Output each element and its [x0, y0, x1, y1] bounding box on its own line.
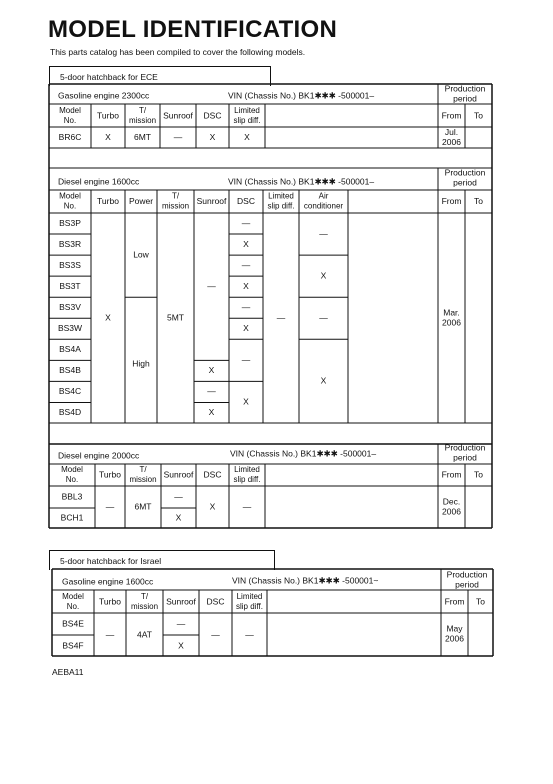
column-header: DSC	[206, 596, 225, 607]
column-header: mission	[161, 201, 190, 211]
cell-text: Low	[133, 249, 149, 260]
column-header: slip diff.	[236, 602, 263, 612]
cell-text: X	[209, 501, 216, 512]
cell-text: High	[132, 358, 150, 369]
cell-text: —	[207, 280, 216, 291]
column-header: slip diff.	[233, 475, 261, 485]
cell-text: X	[320, 270, 327, 281]
model-number: BS4E	[62, 618, 84, 629]
column-header: From	[441, 469, 462, 480]
cell-text: X	[243, 323, 249, 334]
cell-text: —	[241, 259, 251, 270]
cell-text: X	[208, 407, 215, 418]
column-header: Limited	[236, 592, 263, 602]
column-header: Sunroof	[166, 596, 196, 607]
cell-text: X	[243, 238, 249, 249]
model-number: BBL3	[61, 491, 83, 502]
engine-label: Gasoline engine 2300cc	[58, 90, 150, 101]
column-header: No.	[66, 602, 80, 612]
production-header: Production	[444, 442, 486, 453]
cell-text: 5MT	[167, 312, 184, 323]
column-header: Power	[128, 195, 154, 206]
cell-text: X	[320, 375, 327, 386]
cell-text: X	[105, 312, 111, 323]
cell-text: —	[211, 629, 220, 640]
model-number: BS3P	[59, 217, 81, 228]
vin-label: VIN (Chassis No.) BK1✱✱✱ -500001–	[228, 176, 375, 187]
column-header: Turbo	[97, 110, 119, 121]
column-header: Turbo	[99, 469, 121, 480]
page-subtitle: This parts catalog has been compiled to cover the following models.	[50, 47, 306, 57]
cell-text: —	[245, 629, 254, 640]
production-header: Production	[444, 167, 486, 178]
cell-text: —	[105, 501, 115, 512]
model-number: BS4D	[58, 407, 82, 418]
production-header: period	[453, 177, 477, 188]
cell-text: —	[319, 312, 328, 323]
model-number: BS4B	[59, 365, 81, 376]
section-tab-ece: 5-door hatchback for ECE	[49, 66, 271, 86]
cell-text: X	[208, 365, 215, 376]
production-from: Jul.	[444, 126, 459, 137]
page-title: MODEL IDENTIFICATION	[48, 16, 338, 43]
column-header: slip diff.	[233, 116, 261, 126]
column-header: T/	[139, 465, 147, 475]
cell-text: —	[241, 354, 251, 365]
column-header: conditioner	[303, 201, 344, 211]
column-header: From	[441, 195, 462, 206]
section-tab-israel: 5-door hatchback for Israel	[49, 550, 275, 570]
vin-label: VIN (Chassis No.) BK1✱✱✱ -500001–	[228, 90, 375, 101]
cell-text: X	[178, 640, 184, 651]
cell-text: X	[105, 131, 111, 142]
column-header: Air	[318, 191, 329, 201]
column-header: mission	[128, 116, 157, 126]
cell-text: —	[173, 131, 183, 142]
column-header: DSC	[203, 469, 222, 480]
cell-text: 6MT	[134, 131, 151, 142]
vin-label: VIN (Chassis No.) BK1✱✱✱ -500001~	[232, 575, 379, 586]
model-number: BS4C	[58, 386, 82, 397]
column-header: Sunroof	[196, 195, 227, 206]
column-header: No.	[63, 201, 77, 211]
cell-text: —	[319, 228, 328, 239]
column-header: mission	[130, 602, 159, 612]
model-number: BS3S	[59, 259, 81, 270]
column-header: Limited	[268, 191, 294, 201]
column-header: Turbo	[97, 195, 119, 206]
column-header: To	[474, 469, 483, 480]
cell-text: —	[276, 312, 286, 323]
cell-text: X	[243, 396, 249, 407]
cell-text: 6MT	[134, 501, 152, 512]
column-header: T/	[138, 106, 147, 116]
column-header: Model	[59, 106, 81, 116]
engine-label: Diesel engine 1600cc	[58, 176, 140, 187]
column-header: To	[474, 110, 483, 121]
model-number: BS3T	[59, 280, 81, 291]
column-header: Sunroof	[163, 469, 194, 480]
cell-text: —	[174, 491, 183, 502]
production-header: Production	[446, 569, 488, 580]
production-header: period	[455, 579, 479, 590]
column-header: From	[444, 596, 465, 607]
column-header: T/	[140, 592, 149, 602]
cell-text: X	[243, 280, 249, 291]
production-header: period	[453, 452, 477, 463]
column-header: Sunroof	[163, 110, 193, 121]
vin-label: VIN (Chassis No.) BK1✱✱✱ -500001–	[230, 448, 377, 459]
cell-text: 4AT	[137, 629, 152, 640]
column-header: Turbo	[99, 596, 121, 607]
production-from: Dec.	[442, 496, 461, 507]
cell-text: —	[242, 501, 252, 512]
model-number: BS3W	[57, 323, 83, 334]
model-number: BS3R	[58, 238, 82, 249]
column-header: From	[441, 110, 462, 121]
production-from: 2006	[442, 136, 461, 147]
cell-text: —	[105, 629, 115, 640]
production-header: Production	[444, 83, 486, 94]
production-from: 2006	[445, 633, 464, 644]
engine-label: Diesel engine 2000cc	[58, 450, 140, 461]
column-header: DSC	[203, 110, 222, 121]
model-number: BS4A	[59, 344, 81, 355]
column-header: Limited	[234, 465, 260, 475]
production-from: 2006	[442, 506, 461, 517]
column-header: Model	[62, 592, 84, 602]
engine-label: Gasoline engine 1600cc	[62, 576, 154, 587]
cell-text: X	[175, 512, 182, 523]
cell-text: —	[207, 386, 216, 397]
column-header: T/	[171, 191, 180, 201]
column-header: mission	[129, 475, 157, 485]
production-from: Mar.	[443, 307, 460, 318]
column-header: No.	[63, 116, 77, 126]
cell-text: —	[241, 301, 251, 312]
column-header: Limited	[234, 106, 260, 116]
cell-text: X	[209, 131, 216, 142]
cell-text: —	[176, 618, 186, 629]
column-header: Model	[61, 465, 83, 475]
cell-text: X	[244, 131, 250, 142]
production-header: period	[453, 93, 477, 104]
column-header: DSC	[237, 195, 255, 206]
column-header: To	[476, 596, 485, 607]
column-header: Model	[59, 191, 81, 201]
production-from: 2006	[442, 317, 461, 328]
cell-text: —	[241, 217, 251, 228]
model-number: BCH1	[60, 512, 84, 523]
model-number: BS3V	[59, 301, 81, 312]
model-number: BS4F	[62, 640, 84, 651]
model-number: BR6C	[58, 131, 82, 142]
column-header: No.	[65, 475, 79, 485]
footer-code: AEBA11	[52, 667, 84, 677]
column-header: To	[474, 195, 483, 206]
column-header: slip diff.	[267, 201, 295, 211]
production-from: May	[446, 623, 463, 634]
